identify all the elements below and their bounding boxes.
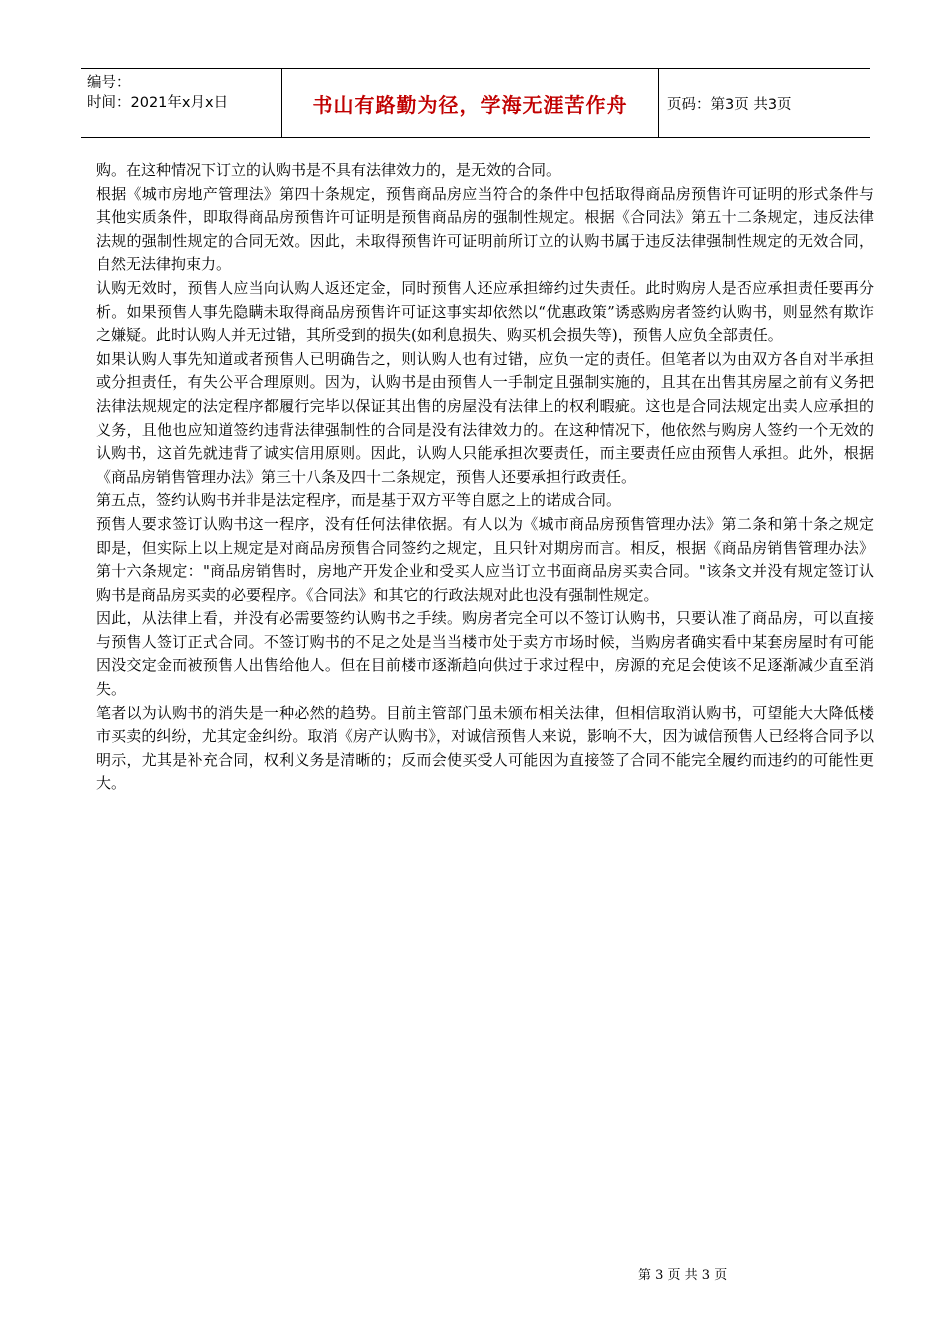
header-motto: 书山有路勤为径，学海无涯苦作舟 [282,69,659,137]
document-body [96,159,874,796]
paragraph: 笔者以为认购书的消失是一种必然的趋势。目前主管部门虽未颁布相关法律，但相信取消认购书，可望能大大降低楼市买卖的纠纷，尤其定金纠纷。取消《房产认购书》，对诚信预售人来说，影响不大，因为诚信预售人已经将合同予以明示，尤其是补充合同，权利义务是清晰的；反而会使买受人可能因为直接签了合同不能完全履约而违约的可能性更大。 [96,703,874,793]
page-header [81,68,870,138]
header-meta [81,69,282,137]
date-label: 时间：2021年x月x日 [87,95,229,111]
paragraph: 第五点，签约认购书并非是法定程序，而是基于双方平等自愿之上的诺成合同。 [96,491,622,510]
paragraph: 预售人要求签订认购书这一程序，没有任何法律依据。有人以为《城市商品房预售管理办法》第二条和第十条之规定即是，但实际上以上规定是对商品房预售合同签约之规定，且只针对期房而言。相反，根据《商品房销售管理办法》第十六条规定："商品房销售时，房地产开发企业和受买人应当订立书面商品房买卖合同。"该条文并没有规定签订认购书是商品房买卖的必要程序。《合同法》和其它的行政法规对此也没有强制性规定。 [96,514,874,604]
header-page-number: 页码：第3页 共3页 [667,96,792,113]
document-number-label: 编号： [87,75,131,91]
paragraph: 根据《城市房地产管理法》第四十条规定，预售商品房应当符合的条件中包括取得商品房预售许可证明的形式条件与其他实质条件，即取得商品房预售许可证明是预售商品房的强制性规定。根据《合同法》第五十二条规定，违反法律法规的强制性规定的合同无效。因此，未取得预售许可证明前所订立的认购书属于违反法律强制性规定的无效合同，自然无法律拘束力。 [96,184,874,274]
page-footer: 第 3 页 共 3 页 [638,1268,728,1283]
paragraph: 如果认购人事先知道或者预售人已明确告之，则认购人也有过错，应负一定的责任。但笔者以为由双方各自对半承担或分担责任，有失公平合理原则。因为，认购书是由预售人一手制定且强制实施的，且其在出售其房屋之前有义务把法律法规规定的法定程序都履行完毕以保证其出售的房屋没有法律上的权利暇疵。这也是合同法规定出卖人应承担的义务，且他也应知道签约违背法律强制性的合同是没有法律效力的。在这种情况下，他依然与购房人签约一个无效的认购书，这首先就违背了诚实信用原则。因此，认购人只能承担次要责任，而主要责任应由预售人承担。此外，根据《商品房销售管理办法》第三十八条及四十二条规定，预售人还要承担行政责任。 [96,349,874,486]
paragraph: 因此，从法律上看，并没有必需要签约认购书之手续。购房者完全可以不签订认购书，只要认准了商品房，可以直接与预售人签订正式合同。不签订购书的不足之处是当当楼市处于卖方市场时候，当购房者确实看中某套房屋时有可能因没交定金而被预售人出售给他人。但在目前楼市逐渐趋向供过于求过程中，房源的充足会使该不足逐渐减少直至消失。 [96,609,874,699]
paragraph: 购。在这种情况下订立的认购书是不具有法律效力的，是无效的合同。 [96,161,562,179]
paragraph: 认购无效时，预售人应当向认购人返还定金，同时预售人还应承担缔约过失责任。此时购房人是否应承担责任要再分析。如果预售人事先隐瞒未取得商品房预售许可证这事实却依然以“优惠政策”诱惑购房者签约认购书，则显然有欺诈之嫌疑。此时认购人并无过错，其所受到的损失(如利息损失、购买机会损失等)，预售人应负全部责任。 [96,278,874,345]
